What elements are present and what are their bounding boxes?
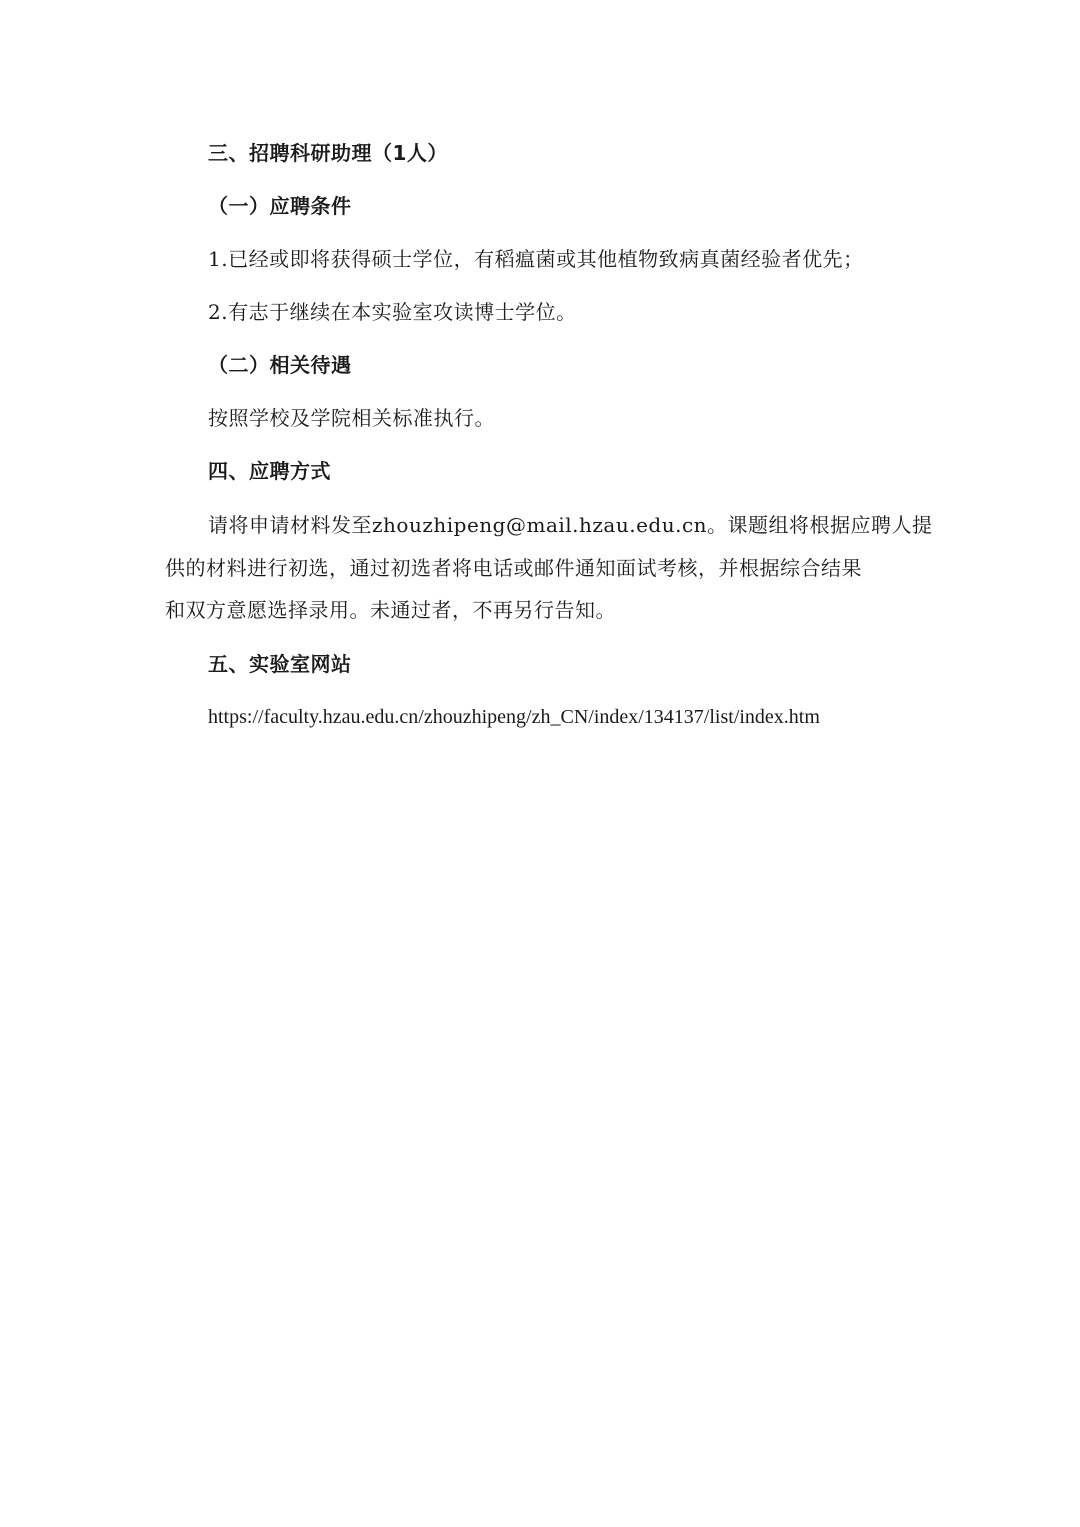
lab-website-link[interactable]: https://faculty.hzau.edu.cn/zhouzhipeng/zh_CN/index/134137/list/index.htm: [208, 706, 820, 728]
section-4-paragraph-line-1: 请将申请材料发至zhouzhipeng@mail.hzau.edu.cn。课题组将根据应聘人提: [208, 513, 933, 537]
section-3-title: 三、招聘科研助理（1人）: [208, 141, 448, 165]
section-3-sub1-item-1: 1.已经或即将获得硕士学位，有稻瘟菌或其他植物致病真菌经验者优先；: [208, 247, 864, 271]
section-4-paragraph-line-2: 供的材料进行初选，通过初选者将电话或邮件通知面试考核，并根据综合结果: [165, 556, 862, 580]
section-3-sub1-item-2: 2.有志于继续在本实验室攻读博士学位。: [208, 300, 577, 324]
section-3-sub2-text: 按照学校及学院相关标准执行。: [208, 406, 495, 430]
section-3-sub2-title: （二）相关待遇: [208, 353, 352, 377]
section-3-sub1-title: （一）应聘条件: [208, 194, 352, 218]
section-4-title: 四、应聘方式: [208, 459, 331, 483]
section-5-title: 五、实验室网站: [208, 652, 352, 676]
section-4-paragraph-line-3: 和双方意愿选择录用。未通过者，不再另行告知。: [165, 598, 616, 622]
